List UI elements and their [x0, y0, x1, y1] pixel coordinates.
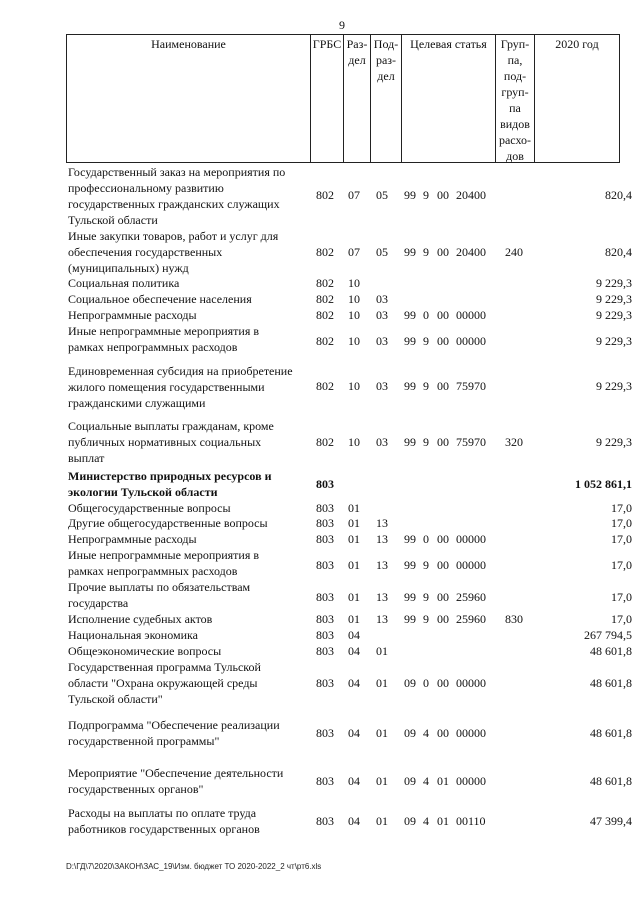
column-header-line: Раз-: [346, 37, 368, 51]
cell-target-event: 01: [437, 814, 449, 828]
column-header-line: под-: [503, 69, 527, 83]
cell-target-event: 00: [437, 558, 449, 572]
row-name-line: Государственный заказ на мероприятия по: [68, 165, 286, 179]
cell-grbs: 802: [316, 379, 334, 393]
cell-target-direction: 00000: [456, 774, 486, 788]
cell-expense-group: 320: [505, 435, 523, 449]
cell-target-direction: 25960: [456, 612, 486, 626]
cell-amount: 820,4: [605, 188, 632, 202]
row-name-line: работников государственных органов: [68, 822, 260, 836]
cell-target-subprogram: 9: [423, 612, 429, 626]
cell-target-direction: 00000: [456, 676, 486, 690]
row-name-line: Иные непрограммные мероприятия в: [68, 324, 260, 338]
cell-target-subprogram: 9: [423, 558, 429, 572]
row-name-line: Социальное обеспечение населения: [68, 292, 252, 306]
cell-target-direction: 20400: [456, 188, 486, 202]
cell-grbs: 802: [316, 292, 334, 306]
cell-podrazdel: 01: [376, 676, 388, 690]
cell-grbs: 802: [316, 245, 334, 259]
column-header-line: дел: [377, 69, 395, 83]
row-name-line: области "Охрана окружающей среды: [68, 676, 258, 690]
cell-target-event: 00: [437, 676, 449, 690]
cell-podrazdel: 03: [376, 379, 388, 393]
row-name-line: жилого помещения государственными: [68, 380, 265, 394]
cell-grbs: 802: [316, 308, 334, 322]
row-name: [68, 547, 300, 579]
cell-expense-group: 240: [505, 245, 523, 259]
header-left-border: [66, 34, 67, 163]
file-path-footer: D:\ГД\7\2020\ЗАКОН\ЗАС_19\Изм. бюджет ТО 2020-2022_2 чт\рт6.xls: [66, 862, 322, 871]
row-name-line: Тульской области: [68, 213, 158, 227]
cell-razdel: 10: [348, 276, 360, 290]
cell-target-event: 00: [437, 379, 449, 393]
column-header-line: Груп-: [500, 37, 530, 51]
cell-razdel: 01: [348, 612, 360, 626]
column-divider: [534, 34, 535, 163]
cell-razdel: 07: [348, 188, 360, 202]
cell-podrazdel: 01: [376, 774, 388, 788]
cell-target-subprogram: 9: [423, 245, 429, 259]
row-name-line: Иные закупки товаров, работ и услуг для: [68, 229, 279, 243]
cell-target-subprogram: 9: [423, 379, 429, 393]
row-name-line: Единовременная субсидия на приобретение: [68, 364, 293, 378]
row-name: [68, 659, 300, 707]
cell-target-program: 99: [404, 188, 416, 202]
cell-podrazdel: 03: [376, 334, 388, 348]
cell-grbs: 803: [316, 814, 334, 828]
row-name: [68, 805, 300, 837]
row-name-line: публичных нормативных социальных: [68, 435, 262, 449]
cell-target-direction: 75970: [456, 435, 486, 449]
cell-razdel: 10: [348, 334, 360, 348]
cell-target-program: 09: [404, 676, 416, 690]
row-name: [68, 228, 300, 276]
column-divider: [310, 34, 311, 163]
cell-razdel: 04: [348, 726, 360, 740]
cell-podrazdel: 01: [376, 644, 388, 658]
row-name-line: Министерство природных ресурсов и: [68, 469, 272, 483]
cell-target-subprogram: 4: [423, 774, 429, 788]
cell-razdel: 04: [348, 628, 360, 642]
row-name-line: выплат: [68, 451, 105, 465]
row-name: [68, 291, 300, 307]
cell-razdel: 01: [348, 501, 360, 515]
cell-grbs: 803: [316, 590, 334, 604]
cell-amount: 48 601,8: [590, 676, 632, 690]
cell-target-program: 99: [404, 334, 416, 348]
cell-grbs: 803: [316, 628, 334, 642]
cell-target-subprogram: 9: [423, 590, 429, 604]
cell-grbs: 803: [316, 532, 334, 546]
cell-razdel: 01: [348, 558, 360, 572]
cell-razdel: 04: [348, 644, 360, 658]
row-name: [68, 579, 300, 611]
cell-podrazdel: 13: [376, 612, 388, 626]
column-header-line: дов: [506, 149, 524, 163]
cell-target-program: 09: [404, 726, 416, 740]
row-name-line: экологии Тульской области: [68, 485, 218, 499]
cell-grbs: 803: [316, 676, 334, 690]
cell-target-program: 99: [404, 612, 416, 626]
cell-target-event: 00: [437, 334, 449, 348]
cell-target-subprogram: 4: [423, 814, 429, 828]
cell-target-subprogram: 4: [423, 726, 429, 740]
cell-target-subprogram: 9: [423, 188, 429, 202]
column-header-line: Под-: [373, 37, 399, 51]
page-number: 9: [339, 18, 345, 32]
cell-target-event: 00: [437, 612, 449, 626]
row-name-line: Общеэкономические вопросы: [68, 644, 222, 658]
cell-target-subprogram: 9: [423, 334, 429, 348]
header-right-border: [619, 34, 620, 163]
cell-target-program: 99: [404, 590, 416, 604]
cell-target-direction: 25960: [456, 590, 486, 604]
cell-amount: 17,0: [611, 612, 632, 626]
cell-amount: 47 399,4: [590, 814, 632, 828]
cell-target-program: 99: [404, 558, 416, 572]
cell-amount: 1 052 861,1: [575, 477, 632, 491]
cell-amount: 48 601,8: [590, 774, 632, 788]
row-name-line: Подпрограмма "Обеспечение реализации: [68, 718, 280, 732]
row-name: [68, 468, 300, 500]
row-name: [68, 307, 300, 323]
cell-target-subprogram: 0: [423, 532, 429, 546]
row-name: [68, 515, 300, 531]
row-name-line: государственной программы": [68, 734, 220, 748]
cell-target-subprogram: 0: [423, 308, 429, 322]
cell-target-subprogram: 0: [423, 676, 429, 690]
column-header-line: видов: [500, 117, 530, 131]
cell-amount: 17,0: [611, 532, 632, 546]
column-header-target: Целевая статья: [410, 37, 487, 51]
cell-grbs: 802: [316, 435, 334, 449]
cell-target-direction: 00000: [456, 308, 486, 322]
cell-grbs: 803: [316, 726, 334, 740]
cell-razdel: 04: [348, 814, 360, 828]
cell-target-event: 00: [437, 726, 449, 740]
cell-grbs: 803: [316, 558, 334, 572]
cell-grbs: 803: [316, 612, 334, 626]
cell-target-event: 00: [437, 590, 449, 604]
cell-target-program: 99: [404, 532, 416, 546]
cell-podrazdel: 01: [376, 726, 388, 740]
row-name-line: государства: [68, 596, 129, 610]
row-name-line: обеспечения государственных: [68, 245, 223, 259]
cell-target-program: 99: [404, 308, 416, 322]
row-name-line: Другие общегосударственные вопросы: [68, 516, 268, 530]
cell-razdel: 10: [348, 379, 360, 393]
cell-target-subprogram: 9: [423, 435, 429, 449]
column-header-line: па: [509, 101, 521, 115]
cell-razdel: 04: [348, 676, 360, 690]
row-name-line: Социальные выплаты гражданам, кроме: [68, 419, 274, 433]
cell-target-event: 00: [437, 245, 449, 259]
row-name-line: гражданскими служащими: [68, 396, 206, 410]
row-name-line: Исполнение судебных актов: [68, 612, 213, 626]
cell-razdel: 01: [348, 516, 360, 530]
row-name-line: Национальная экономика: [68, 628, 198, 642]
cell-grbs: 802: [316, 334, 334, 348]
row-name: [68, 611, 300, 627]
cell-grbs: 803: [316, 774, 334, 788]
cell-amount: 17,0: [611, 501, 632, 515]
cell-target-event: 00: [437, 532, 449, 546]
row-name-line: (муниципальных) нужд: [68, 261, 189, 275]
cell-amount: 48 601,8: [590, 726, 632, 740]
cell-amount: 267 794,5: [584, 628, 632, 642]
cell-razdel: 10: [348, 435, 360, 449]
row-name: [68, 717, 300, 749]
cell-podrazdel: 03: [376, 308, 388, 322]
cell-target-direction: 00000: [456, 532, 486, 546]
cell-razdel: 01: [348, 590, 360, 604]
cell-amount: 9 229,3: [596, 308, 632, 322]
cell-podrazdel: 05: [376, 188, 388, 202]
column-header-line: дел: [348, 53, 366, 67]
cell-razdel: 10: [348, 308, 360, 322]
cell-target-program: 99: [404, 435, 416, 449]
row-name: [68, 627, 300, 643]
column-header-group: [496, 36, 534, 164]
cell-target-program: 99: [404, 379, 416, 393]
column-header-line: груп-: [501, 85, 529, 99]
cell-amount: 9 229,3: [596, 292, 632, 306]
row-name-line: рамках непрограммных расходов: [68, 340, 238, 354]
row-name: [68, 323, 300, 355]
row-name: [68, 500, 300, 516]
row-name-line: Социальная политика: [68, 276, 180, 290]
column-header-line: раз-: [375, 53, 397, 67]
cell-amount: 820,4: [605, 245, 632, 259]
cell-target-direction: 00110: [456, 814, 486, 828]
cell-podrazdel: 03: [376, 435, 388, 449]
row-name-line: Иные непрограммные мероприятия в: [68, 548, 260, 562]
cell-target-direction: 20400: [456, 245, 486, 259]
cell-amount: 17,0: [611, 558, 632, 572]
cell-target-program: 09: [404, 814, 416, 828]
cell-target-direction: 00000: [456, 334, 486, 348]
cell-razdel: 04: [348, 774, 360, 788]
row-name-line: Непрограммные расходы: [68, 532, 197, 546]
cell-grbs: 803: [316, 477, 334, 491]
cell-target-event: 00: [437, 308, 449, 322]
row-name-line: государственных гражданских служащих: [68, 197, 280, 211]
cell-grbs: 802: [316, 276, 334, 290]
row-name-line: Прочие выплаты по обязательствам: [68, 580, 251, 594]
cell-podrazdel: 13: [376, 532, 388, 546]
cell-target-program: 99: [404, 245, 416, 259]
cell-razdel: 10: [348, 292, 360, 306]
row-name: [68, 164, 300, 228]
column-header-name: Наименование: [151, 37, 226, 51]
cell-amount: 17,0: [611, 516, 632, 530]
row-name-line: государственных органов": [68, 782, 204, 796]
cell-amount: 9 229,3: [596, 435, 632, 449]
cell-target-direction: 75970: [456, 379, 486, 393]
cell-amount: 17,0: [611, 590, 632, 604]
row-name-line: Мероприятие "Обеспечение деятельности: [68, 766, 284, 780]
cell-razdel: 01: [348, 532, 360, 546]
cell-grbs: 803: [316, 501, 334, 515]
row-name-line: Общегосударственные вопросы: [68, 501, 231, 515]
cell-amount: 9 229,3: [596, 276, 632, 290]
cell-amount: 9 229,3: [596, 334, 632, 348]
cell-podrazdel: 01: [376, 814, 388, 828]
cell-grbs: 803: [316, 644, 334, 658]
row-name-line: рамках непрограммных расходов: [68, 564, 238, 578]
row-name: [68, 363, 300, 411]
cell-podrazdel: 13: [376, 558, 388, 572]
column-header-podrazdel: [371, 36, 401, 84]
cell-podrazdel: 05: [376, 245, 388, 259]
cell-target-direction: 00000: [456, 558, 486, 572]
row-name: [68, 643, 300, 659]
row-name-line: профессиональному развитию: [68, 181, 224, 195]
row-name-line: Непрограммные расходы: [68, 308, 197, 322]
cell-amount: 9 229,3: [596, 379, 632, 393]
row-name: [68, 765, 300, 797]
column-header-grbs: ГРБС: [312, 37, 342, 51]
cell-grbs: 803: [316, 516, 334, 530]
cell-target-event: 00: [437, 435, 449, 449]
column-header-line: па,: [507, 53, 523, 67]
cell-target-program: 09: [404, 774, 416, 788]
row-name-line: Тульской области": [68, 692, 163, 706]
cell-podrazdel: 13: [376, 590, 388, 604]
cell-podrazdel: 13: [376, 516, 388, 530]
cell-expense-group: 830: [505, 612, 523, 626]
column-header-line: расхо-: [498, 133, 532, 147]
cell-amount: 48 601,8: [590, 644, 632, 658]
column-divider: [401, 34, 402, 163]
row-name: [68, 531, 300, 547]
cell-razdel: 07: [348, 245, 360, 259]
column-header-year: 2020 год: [555, 37, 599, 51]
cell-target-event: 01: [437, 774, 449, 788]
cell-target-direction: 00000: [456, 726, 486, 740]
row-name: [68, 275, 300, 291]
cell-podrazdel: 03: [376, 292, 388, 306]
column-header-razdel: [344, 36, 370, 68]
cell-target-event: 00: [437, 188, 449, 202]
cell-grbs: 802: [316, 188, 334, 202]
row-name-line: Расходы на выплаты по оплате труда: [68, 806, 257, 820]
row-name-line: Государственная программа Тульской: [68, 660, 261, 674]
row-name: [68, 418, 300, 466]
